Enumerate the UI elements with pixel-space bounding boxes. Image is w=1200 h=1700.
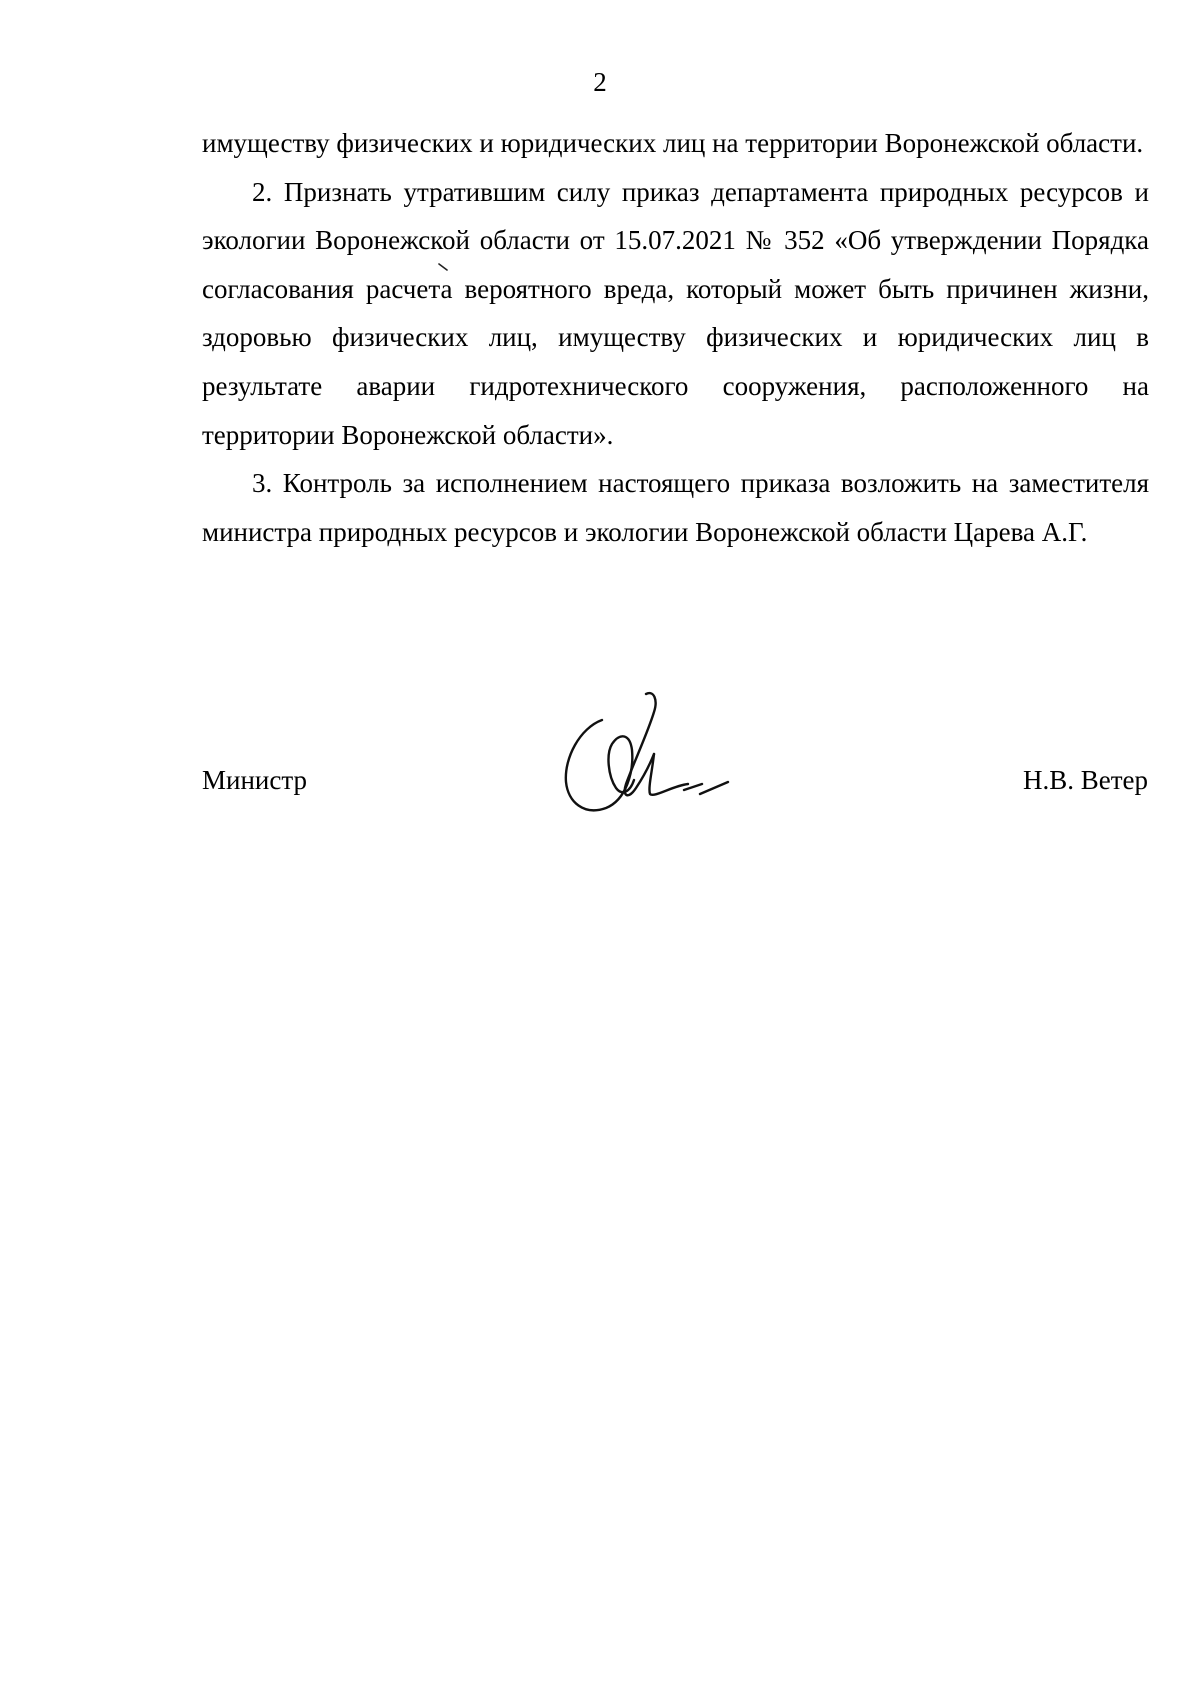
page-number: 2	[593, 67, 607, 97]
document-body	[202, 119, 1149, 556]
paragraph-item-2: 2. Признать утратившим силу приказ департамента природных ресурсов и экологии Воронежской области от 15.07.2021 № 352 «Об утверждении Порядка согласования расчета вероятного вреда, который может быть причинен жизни, здоровью физических лиц, имуществу физических и юридических лиц в результате аварии гидротехнического сооружения, расположенного на территории Воронежской области».	[202, 176, 1149, 450]
stray-pen-mark	[438, 263, 450, 273]
handwritten-signature-icon	[550, 680, 750, 840]
paragraph-item-3: 3. Контроль за исполнением настоящего приказа возложить на заместителя министра природных ресурсов и экологии Воронежской области Царева А.Г.	[202, 468, 1149, 547]
signer-position-title: Министр	[202, 765, 307, 795]
signer-name: Н.В. Ветер	[1022, 765, 1148, 795]
paragraph-continuation: имуществу физических и юридических лиц на территории Воронежской области.	[202, 128, 1144, 158]
